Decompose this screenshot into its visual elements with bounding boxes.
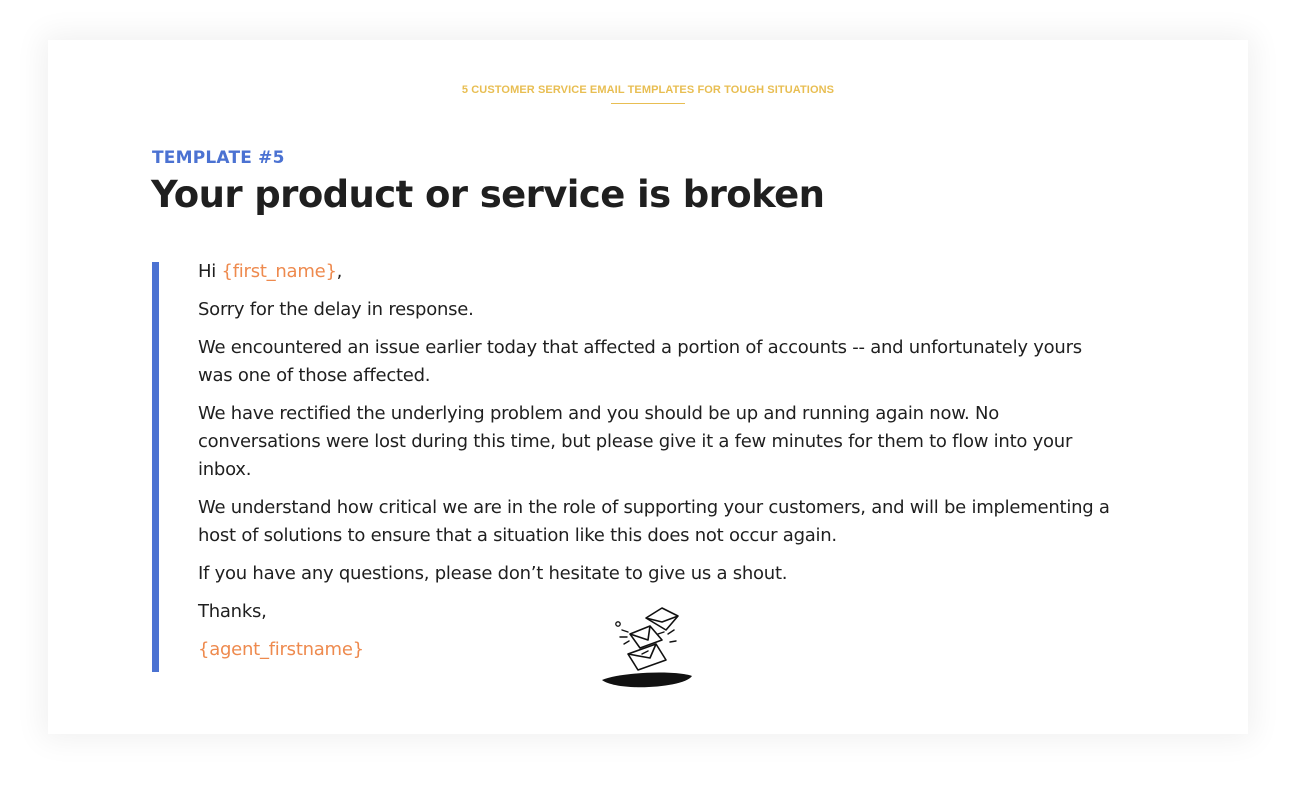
- greeting-suffix: ,: [336, 261, 343, 282]
- email-signoff: Thanks,: [198, 601, 267, 622]
- email-paragraph: We encountered an issue earlier today that affected a portion of accounts -- and unfortunately yours was one of those affected.: [198, 337, 1082, 386]
- article-kicker: 5 CUSTOMER SERVICE EMAIL TEMPLATES FOR TOUGH SITUATIONS: [461, 84, 835, 96]
- quote-accent-bar: [152, 262, 159, 672]
- email-greeting: [198, 258, 1118, 286]
- falling-envelopes-icon: [600, 604, 696, 690]
- email-paragraph: We have rectified the underlying problem and you should be up and running again now. No conversations were lost during this time, but please give it a few minutes for them to flow into your inbox.: [198, 403, 1073, 480]
- first-name-placeholder: {first_name}: [221, 261, 337, 282]
- kicker-underline: [611, 103, 685, 104]
- agent-name-placeholder: {agent_firstname}: [198, 639, 364, 660]
- email-paragraph: We understand how critical we are in the role of supporting your customers, and will be implementing a host of solutions to ensure that a situation like this does not occur again.: [198, 497, 1110, 546]
- email-paragraph: Sorry for the delay in response.: [198, 299, 474, 320]
- email-paragraph: If you have any questions, please don’t hesitate to give us a shout.: [198, 563, 788, 584]
- page-title: Your product or service is broken: [151, 173, 825, 216]
- template-card: [48, 40, 1248, 734]
- template-number-label: TEMPLATE #5: [152, 148, 285, 168]
- greeting-prefix: Hi: [198, 261, 222, 282]
